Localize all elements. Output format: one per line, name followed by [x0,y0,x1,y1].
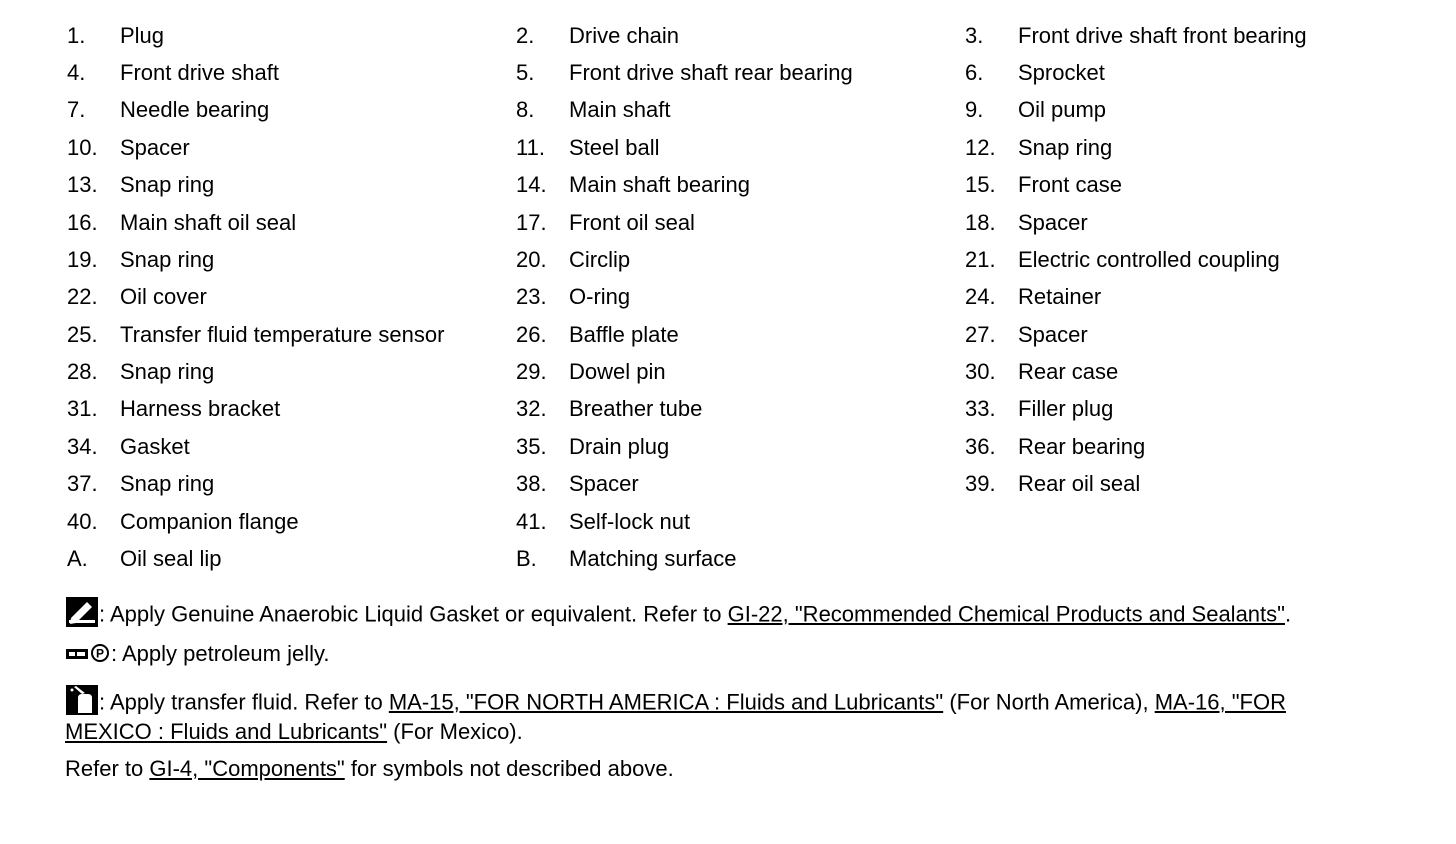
link-gi-4[interactable]: GI-4, "Components" [149,756,345,781]
part-number: B. [516,546,537,571]
legend-row [0,95,1456,125]
part-label: Snap ring [120,359,215,384]
legend-row [0,133,1456,163]
part-label: Retainer [1018,284,1102,309]
part-number: 15. [965,172,996,197]
part-label: Circlip [569,247,631,272]
part-label: Spacer [569,471,639,496]
part-number: 29. [516,359,547,384]
legend-row [0,170,1456,200]
part-label: Oil pump [1018,97,1107,122]
legend-row [0,245,1456,275]
part-label: Drive chain [569,23,680,48]
part-number: 8. [516,97,535,122]
part-number: 25. [67,322,98,347]
part-number: 13. [67,172,98,197]
part-number: 41. [516,509,547,534]
note-petroleum-jelly: P : Apply petroleum jelly. [65,639,1395,670]
part-number: 33. [965,396,996,421]
part-number: 32. [516,396,547,421]
part-number: 39. [965,471,996,496]
part-number: 30. [965,359,996,384]
part-number: 21. [965,247,996,272]
part-label: Main shaft [569,97,671,122]
part-label: Needle bearing [120,97,270,122]
legend-row [0,282,1456,312]
link-ma-16[interactable]: MA-16, "FOR [1154,689,1286,715]
part-number: 4. [67,60,86,85]
part-number: 18. [965,210,996,235]
part-label: Snap ring [120,247,215,272]
part-number: 36. [965,434,996,459]
part-number: 19. [67,247,98,272]
part-number: 9. [965,97,984,122]
part-number: 38. [516,471,547,496]
legend-row [0,432,1456,462]
part-label: Rear oil seal [1018,471,1141,496]
part-label: Drain plug [569,434,670,459]
part-number: 17. [516,210,547,235]
part-label: Baffle plate [569,322,679,347]
part-number: 27. [965,322,996,347]
part-label: Main shaft oil seal [120,210,297,235]
part-label: Plug [120,23,165,48]
note-transfer-fluid-cont: MEXICO : Fluids and Lubricants" (For Mexico). [65,719,523,744]
part-number: 6. [965,60,984,85]
legend-row [0,469,1456,499]
gasket-applicator-icon [65,596,99,635]
part-number: 1. [67,23,86,48]
legend-row [0,320,1456,350]
part-label: Spacer [120,135,190,160]
part-number: 37. [67,471,98,496]
link-ma-15[interactable]: MA-15, "FOR NORTH AMERICA : Fluids and Lubricants" [388,689,944,715]
part-number: 11. [516,135,545,160]
part-label: Dowel pin [569,359,666,384]
part-number: 12. [965,135,996,160]
part-label: O-ring [569,284,631,309]
part-number: 2. [516,23,535,48]
part-label: Sprocket [1018,60,1105,85]
part-label: Transfer fluid temperature sensor [120,322,445,347]
part-number: 23. [516,284,547,309]
part-number: 20. [516,247,547,272]
link-ma-16-cont[interactable]: MEXICO : Fluids and Lubricants" [65,719,388,744]
part-label: Oil seal lip [120,546,222,571]
svg-text:P: P [95,646,105,661]
part-label: Gasket [120,434,190,459]
part-label: Front case [1018,172,1122,197]
part-label: Oil cover [120,284,207,309]
part-number: 16. [67,210,98,235]
part-label: Breather tube [569,396,703,421]
link-gi-22[interactable]: GI-22, "Recommended Chemical Products and Sealants" [727,601,1285,627]
part-number: 5. [516,60,535,85]
part-label: Electric controlled coupling [1018,247,1280,272]
part-label: Companion flange [120,509,299,534]
part-label: Rear bearing [1018,434,1146,459]
part-label: Spacer [1018,210,1088,235]
legend-row [0,357,1456,387]
part-label: Self-lock nut [569,509,691,534]
part-number: 34. [67,434,98,459]
part-label: Filler plug [1018,396,1114,421]
note-refer-components: Refer to GI-4, "Components" for symbols not described above. [65,756,674,781]
legend-row [0,21,1456,51]
part-number: 3. [965,23,984,48]
part-number: 24. [965,284,996,309]
part-number: 35. [516,434,547,459]
petroleum-jelly-icon [65,641,111,670]
note-transfer-fluid: : Apply transfer fluid. Refer to MA-15, "FOR NORTH AMERICA : Fluids and Lubricants" (For North America), MA-16, "FOR [65,684,1395,723]
legend-row [0,394,1456,424]
part-label: Steel ball [569,135,660,160]
part-label: Snap ring [120,471,215,496]
part-label: Front drive shaft front bearing [1018,23,1307,48]
part-number: 14. [516,172,547,197]
legend-row [0,208,1456,238]
part-label: Front drive shaft rear bearing [569,60,853,85]
part-label: Matching surface [569,546,737,571]
part-label: Harness bracket [120,396,281,421]
part-label: Main shaft bearing [569,172,750,197]
legend-row [0,507,1456,537]
note-gasket: : Apply Genuine Anaerobic Liquid Gasket or equivalent. Refer to GI-22, "Recommended Chemical Products and Sealants". [65,596,1395,635]
part-number: 7. [67,97,86,122]
legend-row [0,544,1456,574]
part-number: 40. [67,509,98,534]
part-number: 26. [516,322,547,347]
part-label: Snap ring [120,172,215,197]
part-number: A. [67,546,88,571]
part-label: Front oil seal [569,210,695,235]
part-label: Spacer [1018,322,1088,347]
part-number: 10. [67,135,98,160]
legend-row [0,58,1456,88]
part-label: Rear case [1018,359,1119,384]
part-number: 31. [67,396,98,421]
part-number: 28. [67,359,98,384]
part-label: Front drive shaft [120,60,279,85]
part-label: Snap ring [1018,135,1113,160]
part-number: 22. [67,284,98,309]
